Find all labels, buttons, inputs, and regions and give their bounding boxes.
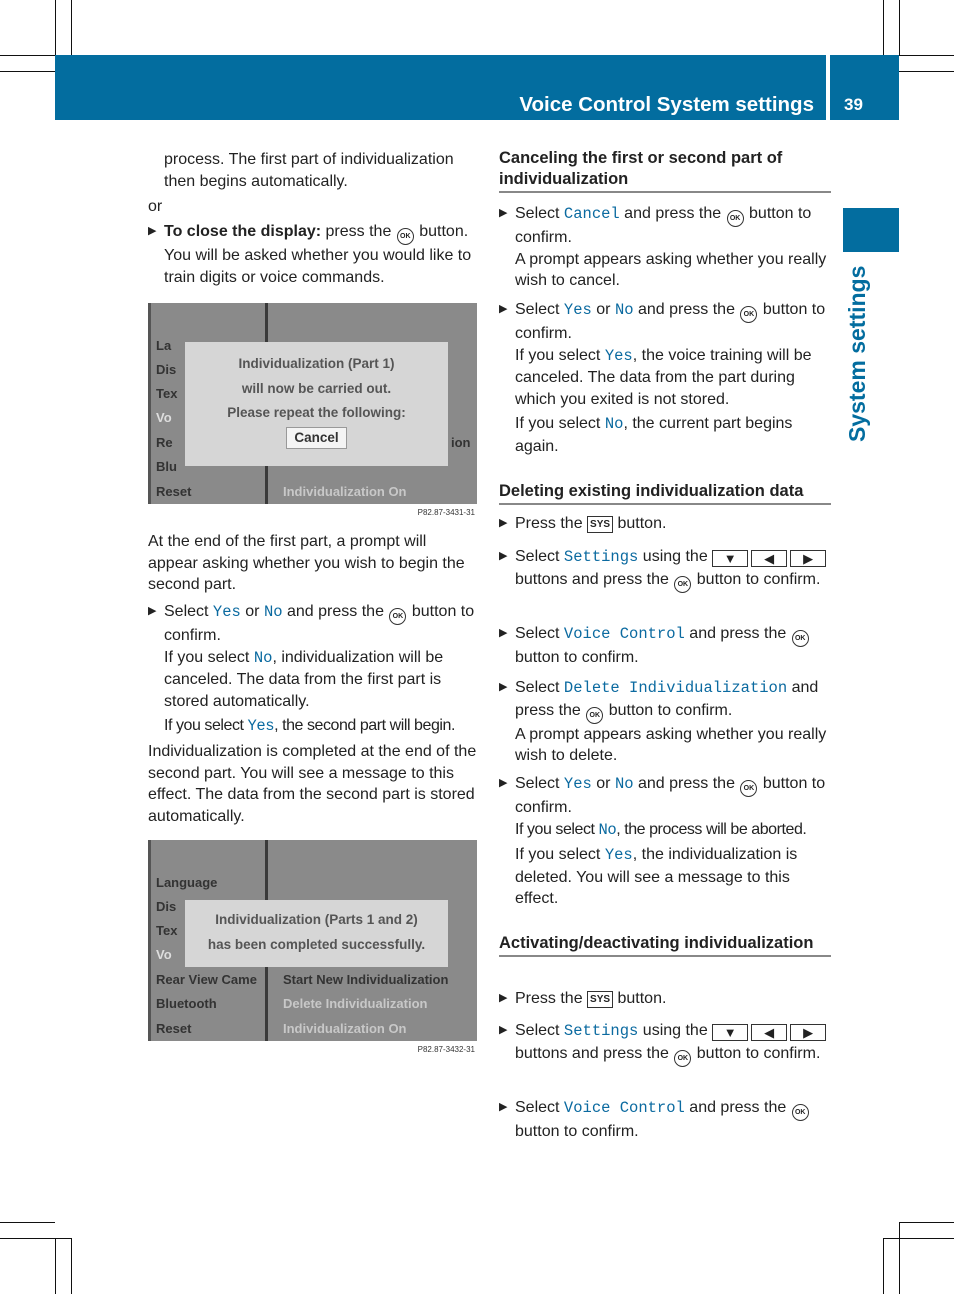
step-text (515, 677, 831, 724)
text: button to confirm. (692, 570, 821, 588)
display-menu-term: Yes (212, 603, 241, 621)
ok-button-icon (389, 608, 406, 625)
text: button. (414, 223, 469, 240)
display-menu-term: No (598, 820, 617, 839)
sys-button-icon: SYS (587, 516, 613, 533)
text: , the voice training will be canceled. The data from the part during which you exited is not stored. (515, 346, 812, 408)
step-text (515, 623, 831, 669)
text: button to confirm. (515, 205, 812, 246)
text: Press the (515, 990, 588, 1007)
submenu-item: Individualization On (283, 484, 407, 499)
step-text (515, 299, 831, 345)
crop-mark (55, 1238, 56, 1294)
instruction-step (499, 203, 831, 292)
submenu-item: Individualization On (283, 1021, 407, 1036)
step-note (515, 724, 831, 767)
right-arrow-key-icon: ▶ (790, 550, 826, 567)
step-note (164, 715, 480, 738)
page-number: 39 (844, 94, 863, 114)
text: or (240, 603, 264, 620)
crop-mark (883, 1238, 884, 1294)
dialog-box (185, 342, 448, 466)
text: Deleting existing individualization data (499, 482, 804, 500)
menu-item: Dis (156, 899, 177, 914)
text: and press the (684, 1099, 791, 1116)
display-screenshot (148, 303, 477, 504)
paragraph (148, 531, 480, 596)
instruction-step (499, 513, 831, 535)
dialog-text: will now be carried out. (241, 380, 392, 396)
display-menu-term: No (614, 301, 634, 319)
display-menu-term: No (614, 775, 634, 793)
dialog-text: has been completed successfully. (207, 936, 426, 952)
display-screenshot (148, 840, 477, 1041)
bullet-triangle-icon (148, 221, 156, 243)
sys-button-icon: SYS (587, 991, 613, 1008)
paragraph (148, 741, 480, 827)
paragraph (148, 149, 480, 192)
text: and press the (282, 603, 389, 620)
step-text (515, 1020, 831, 1067)
bullet-triangle-icon (499, 546, 507, 568)
instruction-step (499, 1097, 831, 1143)
step-text (148, 741, 480, 827)
text: A prompt appears asking whether you really wish to cancel. (515, 250, 827, 289)
text: button to confirm. (164, 603, 475, 644)
display-menu-term: No (253, 648, 273, 667)
bullet-triangle-icon (499, 623, 507, 645)
crop-mark (883, 0, 884, 55)
bullet-triangle-icon (499, 677, 507, 699)
menu-item: Tex (156, 386, 178, 401)
step-note (164, 647, 480, 713)
text: button to confirm. (515, 649, 639, 666)
crop-mark (0, 1222, 55, 1223)
text: Select (515, 625, 564, 642)
step-text (499, 933, 831, 954)
menu-item: Re (156, 435, 173, 450)
figure-caption: P82.87-3432-31 (417, 1045, 475, 1054)
step-text (148, 531, 480, 596)
display-menu-term: No (604, 415, 624, 433)
step-note (515, 844, 831, 910)
dialog-button-row (185, 426, 448, 451)
menu-item: Vo (156, 410, 172, 425)
text: process. The first part of individualization then begins automatically. (164, 151, 454, 190)
display-menu-term: Settings (563, 548, 639, 566)
display-menu-term: Voice Control (563, 625, 685, 643)
text: using the (638, 1022, 713, 1039)
step-text (515, 513, 831, 535)
text: Select (515, 548, 564, 565)
bullet-triangle-icon (148, 601, 156, 623)
step-text (499, 481, 831, 502)
submenu-item: Delete Individualization (283, 996, 428, 1011)
text: Activating/deactivating individualization (499, 934, 814, 952)
section-heading (499, 481, 831, 505)
right-arrow-key-icon: ▶ (790, 1024, 826, 1041)
step-text (515, 1097, 831, 1143)
instruction-step (148, 221, 480, 288)
menu-item: Rear View Came (156, 972, 257, 987)
text: Select (164, 603, 213, 620)
dialog-text: Individualization (Parts 1 and 2) (215, 912, 418, 927)
text: , the process will be aborted. (616, 820, 807, 838)
instruction-step (499, 988, 831, 1010)
step-text (164, 149, 480, 192)
crop-mark (0, 71, 55, 72)
text: Select (515, 301, 564, 318)
crop-mark (899, 1222, 954, 1223)
text: or (591, 301, 615, 318)
instruction-step (148, 601, 480, 738)
crop-mark (55, 0, 56, 55)
crop-mark (899, 1222, 900, 1294)
step-text (515, 546, 831, 593)
display-menu-term: Yes (604, 846, 633, 864)
text: , individualization will be canceled. The data from the first part is stored automatically. (164, 648, 444, 710)
section-heading (499, 933, 831, 957)
text: , the second part will begin. (274, 717, 455, 734)
menu-item: Reset (156, 1021, 192, 1036)
instruction-step (499, 677, 831, 767)
display-menu-term: Settings (563, 1022, 639, 1040)
bullet-triangle-icon (499, 1020, 507, 1042)
text: and press the (619, 205, 726, 222)
text: Individualization is completed at the end of the second part. You will see a message to this effect. The data from the second part is stored automatically. (148, 743, 477, 825)
left-arrow-key-icon: ◀ (751, 1024, 787, 1041)
menu-item: Bluetooth (156, 996, 217, 1011)
step-note (515, 345, 831, 411)
text: If you select (515, 846, 605, 863)
text: , the current part begins again. (515, 415, 793, 455)
instruction-step (499, 623, 831, 669)
section-tab-label: System settings (844, 265, 870, 442)
ok-button-icon (740, 306, 757, 323)
text: and press the (633, 301, 740, 318)
display-menu-term: Cancel (563, 205, 620, 223)
text: Select (515, 775, 564, 792)
bullet-triangle-icon (499, 299, 507, 321)
crop-mark (899, 55, 954, 56)
display-menu-term: No (263, 603, 283, 621)
ok-button-icon (727, 210, 744, 227)
text: buttons and press the (515, 570, 674, 588)
text: buttons and press the (515, 1044, 674, 1062)
text: Select (515, 679, 564, 696)
dialog-text: Individualization (Part 1) (238, 356, 395, 371)
text: If you select (164, 648, 254, 666)
step-note (164, 245, 480, 288)
crop-mark (899, 0, 900, 55)
ok-button-icon (792, 630, 809, 647)
text: button to confirm. (604, 701, 733, 719)
menu-item: Tex (156, 923, 178, 938)
ok-button-icon (792, 1104, 809, 1121)
text: press the (321, 223, 396, 240)
ok-button-icon (740, 780, 757, 797)
text: and press the (633, 775, 740, 792)
menu-item: Blu (156, 459, 177, 474)
crop-mark (0, 55, 55, 56)
text: If you select (515, 346, 605, 364)
dialog-text: Please repeat the following: (227, 405, 406, 420)
display-menu-term: Yes (247, 717, 275, 735)
section-tab-marker (843, 208, 899, 252)
step-note (515, 819, 831, 842)
left-arrow-key-icon: ◀ (751, 550, 787, 567)
text: button to confirm. (515, 1123, 639, 1140)
step-text (499, 148, 831, 190)
menu-item: Vo (156, 947, 172, 962)
text: button to confirm. (692, 1044, 821, 1062)
display-menu-term: Voice Control (563, 1099, 685, 1117)
bullet-triangle-icon (499, 203, 507, 225)
ok-button-icon (586, 707, 603, 724)
paragraph (148, 196, 480, 218)
instruction-step (499, 773, 831, 910)
text: or (148, 198, 163, 215)
bullet-triangle-icon (499, 1097, 507, 1119)
text: , the individualization is deleted. You will see a message to this effect. (515, 846, 798, 907)
text: If you select (515, 820, 599, 838)
screen-edge (148, 303, 151, 504)
display-menu-term: Yes (604, 346, 633, 365)
crop-mark (899, 71, 954, 72)
step-text (148, 196, 480, 218)
ok-button-icon (397, 228, 414, 245)
step-text (164, 221, 480, 245)
page-title: Voice Control System settings (519, 92, 814, 116)
instruction-step (499, 546, 831, 593)
step-text (515, 773, 831, 819)
text: Select (515, 1099, 564, 1116)
step-text (164, 601, 480, 647)
submenu-item: Start New Individualization (283, 972, 449, 987)
text: using the (638, 548, 713, 565)
step-note (515, 249, 831, 292)
menu-item: Language (156, 875, 218, 890)
instruction-step (499, 1020, 831, 1067)
text: button. (613, 515, 667, 532)
crop-mark (71, 1238, 72, 1294)
section-heading (499, 148, 831, 193)
figure-caption: P82.87-3431-31 (417, 508, 475, 517)
crop-mark (71, 0, 72, 55)
text: You will be asked whether you would like to train digits or voice commands. (164, 247, 472, 286)
text: button to confirm. (515, 301, 826, 342)
bullet-triangle-icon (499, 513, 507, 535)
step-text (515, 203, 831, 249)
submenu-item: ion (451, 435, 471, 450)
text: or (591, 775, 615, 792)
bullet-triangle-icon (499, 988, 507, 1010)
header-bar (55, 55, 826, 120)
step-note (515, 413, 831, 457)
dialog-box (185, 900, 448, 967)
step-text (515, 988, 831, 1010)
bold-label: To close the display: (164, 223, 322, 240)
menu-item: Dis (156, 362, 177, 377)
ok-button-icon (674, 576, 691, 593)
text: button to confirm. (515, 775, 826, 816)
text: Canceling the first or second part of individualization (499, 149, 783, 188)
page-number-box (830, 55, 899, 120)
text: A prompt appears asking whether you really wish to delete. (515, 725, 827, 764)
text: If you select (164, 717, 248, 734)
crop-mark (883, 1238, 954, 1239)
instruction-step (499, 299, 831, 457)
text: If you select (515, 415, 605, 432)
text: At the end of the first part, a prompt will appear asking whether you wish to begin the second part. (148, 533, 465, 593)
text: and press the (515, 679, 819, 719)
text: Select (515, 1022, 564, 1039)
text: Press the (515, 515, 588, 532)
display-menu-term: Yes (563, 301, 592, 319)
screen-edge (148, 840, 151, 1041)
menu-item: Reset (156, 484, 192, 499)
ok-button-icon (674, 1050, 691, 1067)
crop-mark (0, 1238, 71, 1239)
display-menu-term: Yes (563, 775, 592, 793)
cancel-button[interactable]: Cancel (286, 427, 346, 449)
display-menu-term: Delete Individualization (563, 679, 788, 697)
down-arrow-key-icon: ▼ (712, 550, 748, 567)
menu-item: La (156, 338, 172, 353)
text: Select (515, 205, 564, 222)
text: button. (613, 990, 667, 1007)
bullet-triangle-icon (499, 773, 507, 795)
text: and press the (684, 625, 791, 642)
down-arrow-key-icon: ▼ (712, 1024, 748, 1041)
